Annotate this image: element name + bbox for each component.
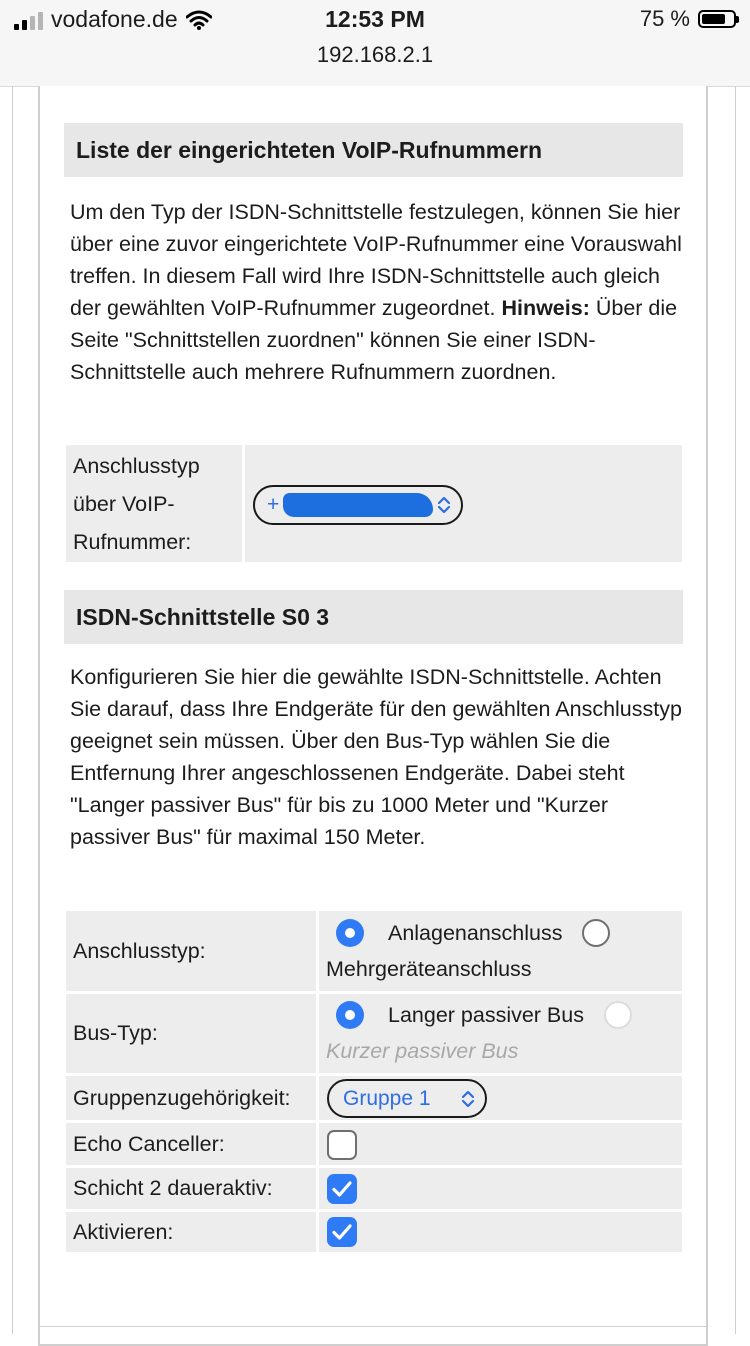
radio-anlagenanschluss-label: Anlagenanschluss bbox=[387, 920, 563, 945]
gruppe-select[interactable] bbox=[327, 1079, 487, 1118]
page-edge-left bbox=[12, 86, 13, 1334]
chevron-updown-icon bbox=[461, 1090, 475, 1108]
gruppe-label: Gruppenzugehörigkeit: bbox=[66, 1076, 316, 1120]
anschlusstyp-label: Anschlusstyp: bbox=[66, 911, 316, 991]
hint-label: Hinweis: bbox=[501, 296, 590, 320]
voip-description-text-2: Über die Seite "Schnittstellen zuordnen" können Sie einer ISDN-Schnittstelle auch mehrere Rufnummern zuordnen. bbox=[70, 296, 678, 384]
clock: 12:53 PM bbox=[325, 6, 425, 32]
battery-icon bbox=[698, 10, 736, 28]
voip-section-title: Liste der eingerichteten VoIP-Rufnummern bbox=[64, 123, 683, 177]
anschlusstyp-line1 bbox=[336, 919, 610, 947]
schicht2-checkbox[interactable] bbox=[327, 1174, 357, 1204]
gruppe-cell bbox=[319, 1076, 682, 1120]
redaction-mark bbox=[283, 493, 433, 517]
anschlusstyp-options bbox=[319, 911, 682, 991]
isdn-section-title: ISDN-Schnittstelle S0 3 bbox=[64, 590, 683, 644]
aktivieren-cell bbox=[319, 1212, 682, 1252]
anschlusstyp-row bbox=[66, 911, 682, 991]
bottom-divider bbox=[38, 1326, 708, 1327]
address-bar-url[interactable]: 192.168.2.1 bbox=[316, 42, 434, 67]
checkmark-icon bbox=[327, 1217, 357, 1247]
gruppe-row bbox=[66, 1076, 682, 1120]
radio-mehrgeraeteanschluss[interactable] bbox=[582, 919, 610, 947]
bustyp-label: Bus-Typ: bbox=[66, 994, 316, 1073]
chevron-updown-icon bbox=[437, 496, 451, 514]
voip-description-text-1: Um den Typ der ISDN-Schnittstelle festzulegen, können Sie hier über eine zuvor eingerichtete VoIP-Rufnummer eine Vorauswahl treffen. In diesem Fall wird Ihre ISDN-Schnittstelle auch gleich der gewählten VoIP-Rufnummer zugeordnet. bbox=[70, 200, 682, 320]
battery-percent: 75 % bbox=[639, 6, 690, 31]
echo-cell bbox=[319, 1123, 682, 1165]
voip-number-select[interactable] bbox=[253, 485, 463, 525]
checkmark-icon bbox=[327, 1174, 357, 1204]
bustyp-row bbox=[66, 994, 682, 1073]
status-bar bbox=[0, 0, 750, 87]
radio-langer-bus[interactable] bbox=[336, 1001, 364, 1029]
voip-description bbox=[70, 196, 685, 388]
echo-label: Echo Canceller: bbox=[66, 1123, 316, 1165]
radio-kurzer-bus[interactable] bbox=[604, 1001, 632, 1029]
voip-anschlusstyp-cell bbox=[245, 445, 682, 562]
aktivieren-checkbox[interactable] bbox=[327, 1217, 357, 1247]
radio-kurzer-bus-label: Kurzer passiver Bus bbox=[326, 1039, 519, 1063]
radio-langer-bus-label: Langer passiver Bus bbox=[387, 1002, 584, 1027]
schicht2-row bbox=[66, 1168, 682, 1209]
gruppe-select-value: Gruppe 1 bbox=[343, 1086, 431, 1110]
status-right bbox=[640, 6, 736, 32]
aktivieren-row bbox=[66, 1212, 682, 1252]
schicht2-label: Schicht 2 daueraktiv: bbox=[66, 1168, 316, 1209]
radio-anlagenanschluss[interactable] bbox=[336, 919, 364, 947]
schicht2-cell bbox=[319, 1168, 682, 1209]
page-edge-right bbox=[735, 86, 736, 1334]
bustyp-options bbox=[319, 994, 682, 1073]
voip-number-prefix: + bbox=[267, 493, 280, 516]
carrier-label: vodafone.de bbox=[51, 6, 178, 32]
bustyp-line1 bbox=[336, 1001, 632, 1029]
voip-anschlusstyp-label: Anschlusstyp über VoIP-Rufnummer: bbox=[66, 445, 242, 562]
voip-anschlusstyp-row bbox=[66, 445, 682, 562]
echo-row bbox=[66, 1123, 682, 1165]
isdn-description: Konfigurieren Sie hier die gewählte ISDN-Schnittstelle. Achten Sie darauf, dass Ihre Endgeräte für den gewählten Anschlusstyp geeignet sein müssen. Über den Bus-Typ wählen Sie die Entfernung Ihrer angeschlossenen Endgeräte. Dabei steht "Langer passiver Bus" für bis zu 1000 Meter und "Kurzer passiver Bus" für maximal 150 Meter. bbox=[70, 665, 682, 849]
radio-mehrgeraeteanschluss-label: Mehrgeräteanschluss bbox=[326, 957, 532, 981]
aktivieren-label: Aktivieren: bbox=[66, 1212, 316, 1252]
echo-canceller-checkbox[interactable] bbox=[327, 1130, 357, 1160]
